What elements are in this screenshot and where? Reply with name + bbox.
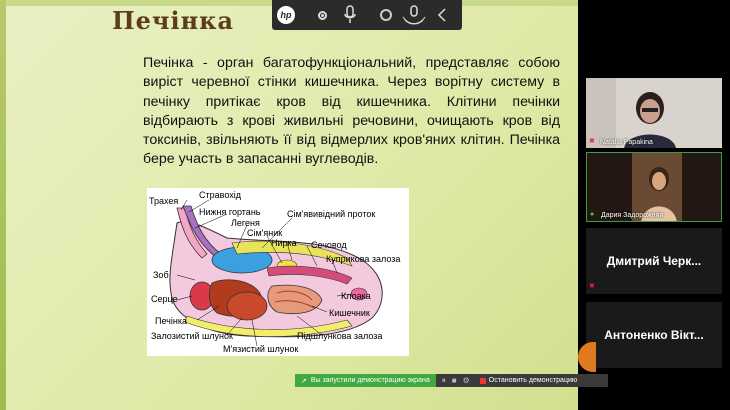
- screen-share-bar: [295, 374, 608, 387]
- record-dot-icon: [318, 11, 327, 20]
- collapse-button[interactable]: [428, 0, 456, 30]
- ring-button[interactable]: [372, 0, 400, 30]
- settings-icon[interactable]: ⚙: [462, 375, 470, 385]
- stop-share-button[interactable]: [476, 377, 581, 384]
- label-heart: Серце: [151, 294, 178, 304]
- video-tile-active[interactable]: [586, 152, 722, 222]
- participant-tile[interactable]: [586, 228, 722, 294]
- stop-square-icon: [480, 378, 486, 384]
- participant-tile[interactable]: [586, 302, 722, 368]
- slide-title: Печінка: [112, 6, 235, 35]
- presenter-toolbar: [272, 0, 462, 30]
- participant-name: Антоненко Вікт...: [604, 328, 704, 342]
- stop-icon[interactable]: ■: [451, 375, 457, 385]
- microphone-waves-icon: [402, 4, 426, 26]
- voice-button[interactable]: [400, 0, 428, 30]
- mic-off-icon: ✖: [589, 283, 595, 290]
- hp-button[interactable]: [272, 0, 300, 30]
- share-controls: [436, 376, 476, 386]
- video-tile[interactable]: [586, 78, 722, 148]
- ring-icon: [380, 9, 392, 21]
- label-testis: Сім'яник: [247, 228, 283, 238]
- label-vas-deferens-duct: Сім'явивідний проток: [287, 209, 376, 219]
- participant-name: Дария Задорожняя: [601, 212, 664, 219]
- label-ureter: Сечовод: [311, 240, 347, 250]
- label-intestine: Кишечник: [329, 308, 370, 318]
- microphone-icon: [343, 5, 357, 25]
- participant-name: Дмитрий Черк...: [606, 254, 702, 268]
- record-button[interactable]: [308, 0, 336, 30]
- microphone-button[interactable]: [336, 0, 364, 30]
- label-kidney: Нирка: [271, 238, 297, 248]
- share-status-text: Вы запустили демонстрацию экрана: [310, 377, 430, 384]
- label-esophagus: Стравохід: [199, 190, 241, 200]
- label-crop: Зоб: [153, 270, 169, 280]
- participants-panel: [578, 0, 730, 410]
- label-glandular-stomach: Залозистий шлунок: [151, 331, 233, 341]
- label-liver: Печінка: [155, 316, 187, 326]
- label-cowper-gland: Куприкова залоза: [326, 254, 401, 264]
- mic-off-icon: ✖: [589, 138, 595, 145]
- share-arrow-icon: ↗: [301, 377, 307, 385]
- toolbar-spacer: [364, 0, 372, 30]
- label-cloaca: Клоака: [341, 291, 371, 301]
- share-status: [295, 374, 436, 387]
- participant-name: Natalia Papakina: [600, 139, 653, 146]
- participant-video: [586, 78, 722, 148]
- mic-icon: ●: [590, 211, 595, 218]
- label-lung: Легеня: [231, 218, 260, 228]
- bird-anatomy-diagram: [147, 188, 409, 356]
- pause-icon[interactable]: ⏸: [441, 375, 446, 385]
- hp-logo-icon: hp: [277, 6, 295, 24]
- label-pancreas: Підшлункова залоза: [297, 331, 383, 341]
- stop-share-label: Остановить демонстрацию: [488, 377, 578, 384]
- toolbar-spacer: [300, 0, 308, 30]
- chevron-left-icon: [437, 8, 447, 22]
- label-trachea: Трахея: [149, 196, 179, 206]
- slide-left-strip: [0, 0, 6, 410]
- label-muscular-stomach: М'язистий шлунок: [223, 344, 299, 354]
- label-lower-larynx: Нижня гортань: [199, 207, 261, 217]
- slide-body-text: Печінка - орган багатофункціональний, представляє собою виріст черевної стінки кишечника. Через ворітну систему в печінку притікає кров від кишечника. Клітини печінки відбирають з крові живильні речовини, очищають кров від токсинів, звільняють її від відмерлих кров'яних клітин. Печінка бере участь в запасанні вуглеводів.: [143, 55, 560, 168]
